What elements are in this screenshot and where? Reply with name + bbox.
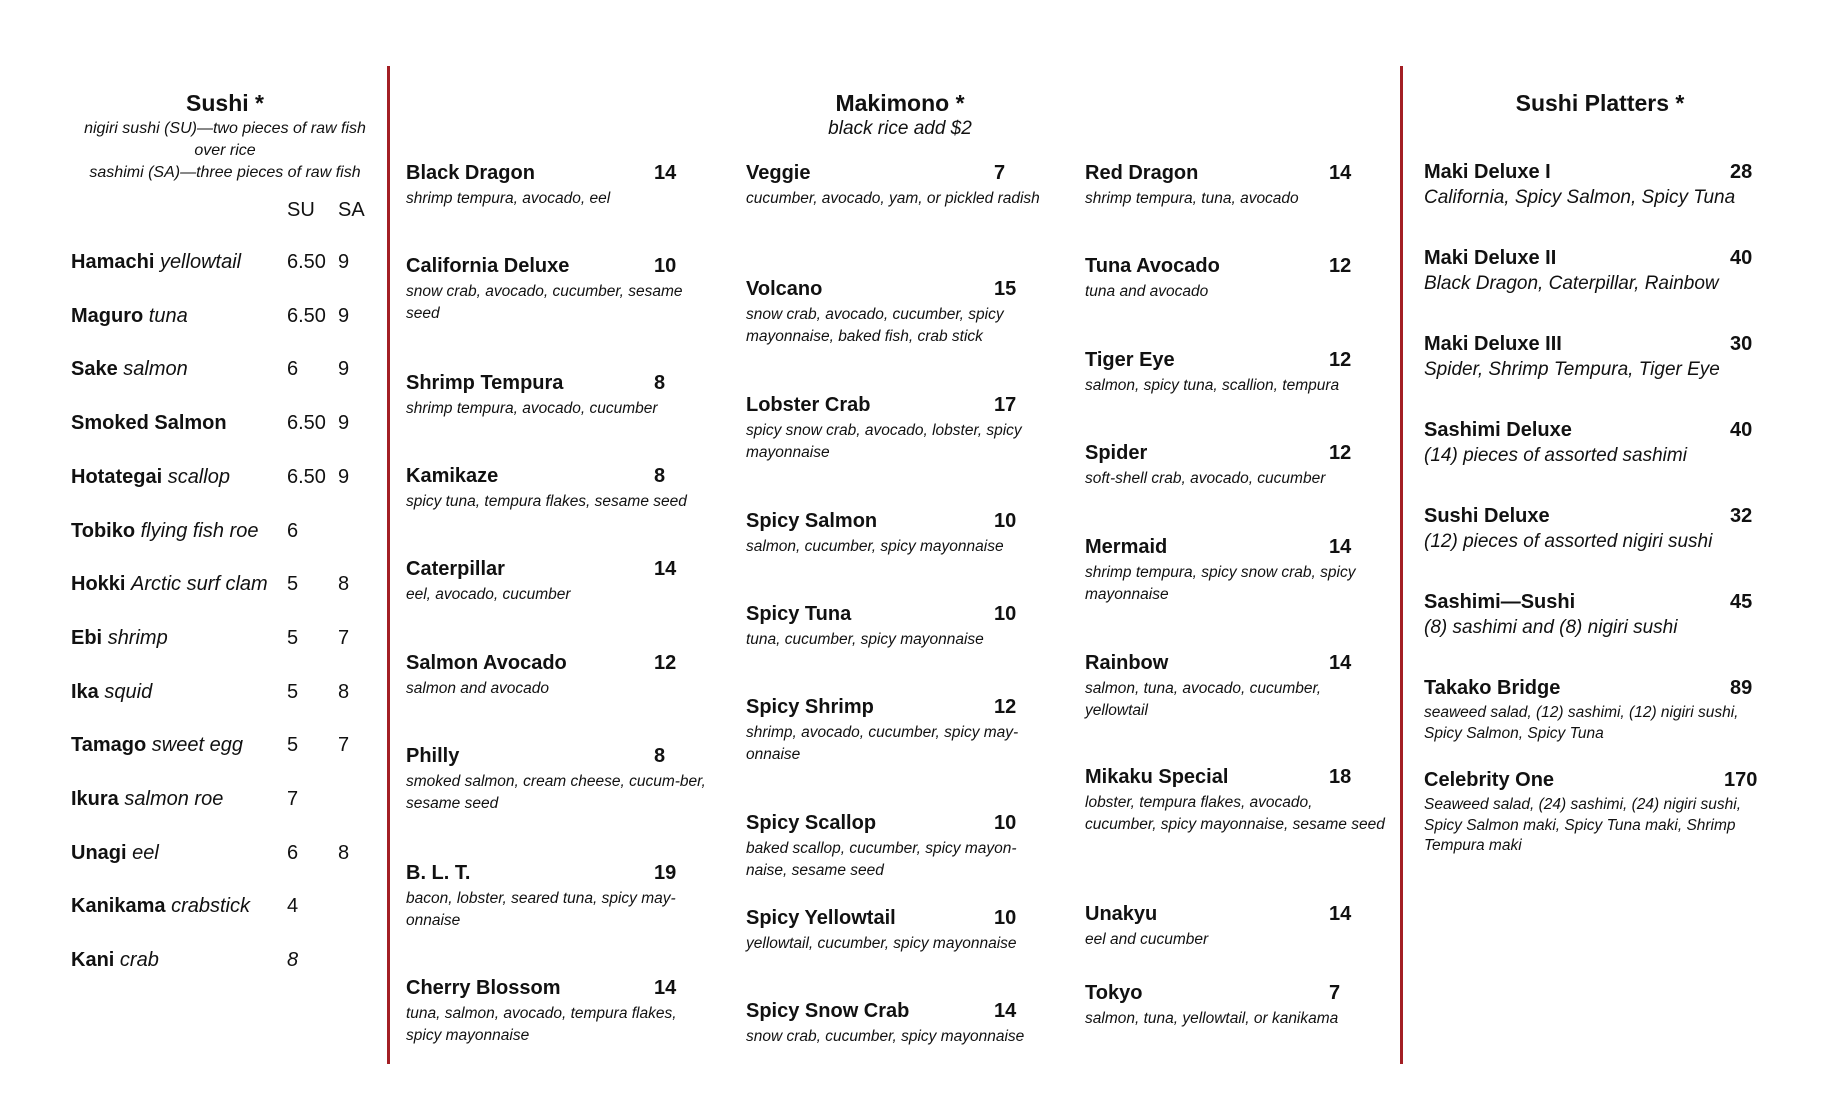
platter-item-price: 40 (1730, 247, 1753, 269)
maki-item-price: 10 (654, 255, 677, 277)
sushi-row (71, 305, 371, 335)
maki-item-name: Kamikaze (406, 465, 499, 487)
maki-item-name: Spicy Salmon (746, 510, 878, 532)
sushi-item-title: Smoked Salmon (71, 412, 227, 435)
maki-item-price: 8 (654, 372, 666, 394)
maki-item-price: 14 (1329, 652, 1352, 674)
sushi-item-name (71, 842, 159, 865)
maki-item-price: 7 (994, 162, 1006, 184)
maki-item-desc: eel, avocado, cucumber (406, 586, 571, 603)
platter-item-name: Maki Deluxe II (1424, 247, 1557, 269)
maki-item-desc: shrimp tempura, tuna, avocado (1085, 190, 1299, 207)
sushi-item-desc: shrimp (107, 626, 168, 649)
maki-item-price: 19 (654, 862, 677, 884)
maki-item (1085, 534, 1385, 605)
maki-item (746, 905, 1046, 955)
sushi-row (71, 895, 371, 925)
maki-item-price: 14 (1329, 903, 1352, 925)
maki-item-desc: shrimp tempura, avocado, eel (406, 190, 611, 207)
maki-item-price: 8 (654, 745, 666, 767)
sushi-subtitle-over-rice: over rice (194, 142, 256, 159)
platter-item (1424, 767, 1764, 857)
maki-item-price: 12 (1329, 349, 1352, 371)
sushi-price-su: 8 (287, 949, 299, 972)
platter-item (1424, 159, 1764, 210)
sushi-item-name (71, 949, 159, 972)
sushi-item-desc: salmon (123, 358, 188, 381)
maki-item-price: 14 (994, 1000, 1017, 1022)
platter-item-price: 28 (1730, 161, 1753, 183)
sushi-item-desc: yellowtail (159, 251, 242, 273)
maki-item-price: 14 (654, 977, 677, 999)
maki-item (746, 276, 1046, 347)
maki-item-desc: salmon, tuna, yellowtail, or kanikama (1085, 1010, 1339, 1027)
platter-item (1424, 331, 1764, 382)
platter-item-price: 45 (1730, 591, 1753, 613)
sushi-item-name (71, 681, 152, 704)
maki-item-price: 14 (654, 558, 677, 580)
sushi-price-su: 6 (287, 841, 299, 864)
platter-item-desc: (14) pieces of assorted sashimi (1424, 445, 1687, 466)
sushi-row (71, 412, 371, 442)
maki-item-name: Caterpillar (406, 558, 505, 580)
maki-item (746, 508, 1046, 558)
sushi-item-name (71, 520, 258, 543)
platter-item-desc: Black Dragon, Caterpillar, Rainbow (1424, 273, 1719, 294)
sushi-price-su: 5 (287, 573, 299, 596)
maki-item (406, 463, 706, 513)
maki-item-desc: salmon and avocado (406, 680, 550, 697)
sushi-price-su: 6 (287, 358, 299, 381)
maki-item-desc: snow crab, cucumber, spicy mayonnaise (746, 1028, 1025, 1045)
sushi-price-sa: 9 (338, 412, 350, 435)
maki-item (1085, 253, 1385, 303)
maki-item-price: 12 (994, 696, 1017, 718)
platter-item-name: Takako Bridge (1424, 677, 1561, 699)
platters-title: Sushi Platters * (1515, 90, 1685, 116)
maki-item-name: Tuna Avocado (1085, 255, 1220, 277)
maki-item-desc: shrimp, avocado, cucumber, spicy may-onnaise (746, 724, 1019, 763)
sushi-price-su: 6.50 (287, 465, 326, 488)
sushi-price-sa: 8 (338, 573, 350, 596)
sushi-item-desc: crabstick (171, 895, 250, 918)
sushi-row (71, 358, 371, 388)
sushi-price-su: 5 (287, 680, 299, 703)
platter-item-name: Celebrity One (1424, 769, 1555, 791)
sushi-item-title: Unagi (71, 841, 127, 864)
platter-item-desc: Seaweed salad, (24) sashimi, (24) nigiri sushi, Spicy Salmon maki, Spicy Tuna maki, Shrimp Tempura maki (1424, 796, 1742, 854)
maki-item-name: Shrimp Tempura (406, 372, 564, 394)
maki-item-desc: smoked salmon, cream cheese, cucum-ber, sesame seed (406, 773, 706, 812)
platter-item-name: Sashimi—Sushi (1424, 591, 1576, 613)
sushi-row (71, 251, 371, 281)
maki-item-price: 10 (994, 812, 1017, 834)
sushi-item-desc: salmon roe (124, 788, 224, 810)
maki-item-name: Spicy Snow Crab (746, 1000, 910, 1022)
maki-item-name: Spider (1085, 442, 1148, 464)
maki-item-desc: snow crab, avocado, cucumber, sesame seed (406, 283, 683, 322)
maki-item-price: 10 (994, 603, 1017, 625)
maki-item-price: 18 (1329, 766, 1352, 788)
sushi-item-title: Sake (71, 358, 118, 381)
sushi-item-name (71, 627, 168, 650)
sushi-price-sa: 9 (338, 465, 350, 488)
sushi-item-title: Kanikama (71, 895, 166, 918)
sushi-price-su: 6.50 (287, 412, 326, 435)
maki-item-desc: snow crab, avocado, cucumber, spicy mayonnaise, baked fish, crab stick (746, 306, 1004, 345)
maki-item-name: Mikaku Special (1085, 766, 1229, 788)
maki-item (746, 601, 1046, 651)
sushi-item-desc: scallop (167, 465, 230, 488)
sushi-item-name (71, 573, 268, 596)
sushi-item-title: Hotategai (71, 465, 163, 488)
platter-item-desc: California, Spicy Salmon, Spicy Tuna (1424, 187, 1736, 208)
maki-item (1085, 440, 1385, 490)
maki-item (1085, 764, 1385, 835)
platter-item-desc: seaweed salad, (12) sashimi, (12) nigiri sushi, Spicy Salmon, Spicy Tuna (1424, 704, 1739, 742)
maki-item-price: 12 (1329, 255, 1352, 277)
maki-item-name: Volcano (746, 278, 823, 300)
maki-item-price: 17 (994, 394, 1017, 416)
maki-item (746, 392, 1046, 463)
sushi-item-desc: eel (132, 841, 159, 864)
sushi-item-name (71, 251, 241, 274)
maki-item-desc: tuna, salmon, avocado, tempura flakes, spicy mayonnaise (406, 1005, 677, 1044)
maki-item-price: 10 (994, 510, 1017, 532)
maki-item (406, 160, 706, 210)
maki-item-name: Philly (406, 745, 460, 767)
platter-item (1424, 245, 1764, 296)
sushi-item-desc: squid (104, 680, 153, 703)
sushi-subtitle-nigiri: nigiri sushi (SU)—two pieces of raw fish (84, 120, 366, 137)
maki-item (406, 975, 706, 1046)
sushi-item-title: Ebi (71, 626, 103, 649)
platter-item-price: 170 (1724, 769, 1758, 791)
maki-item-desc: lobster, tempura flakes, avocado, cucumber, spicy mayonnaise, sesame seed (1085, 794, 1385, 833)
sushi-row (71, 681, 371, 711)
maki-item-price: 14 (1329, 536, 1352, 558)
sushi-price-sa: 7 (338, 734, 350, 757)
maki-item-desc: shrimp tempura, spicy snow crab, spicy mayonnaise (1085, 564, 1356, 603)
sushi-price-su: 6.50 (287, 251, 326, 273)
maki-item-desc: salmon, tuna, avocado, cucumber, yellowtail (1085, 680, 1322, 719)
platter-item-name: Sashimi Deluxe (1424, 419, 1572, 441)
sushi-row (71, 573, 371, 603)
platter-item (1424, 503, 1764, 554)
maki-item (746, 810, 1046, 881)
sushi-price-su: 4 (287, 895, 299, 918)
maki-item-name: Spicy Scallop (746, 812, 877, 834)
maki-item-price: 10 (994, 907, 1017, 929)
sushi-item-desc: Arctic surf clam (131, 573, 268, 596)
platter-item-name: Maki Deluxe I (1424, 161, 1551, 183)
sushi-item-title: Ikura (71, 788, 119, 810)
maki-item-desc: cucumber, avocado, yam, or pickled radish (746, 190, 1040, 207)
sushi-price-su: 5 (287, 626, 299, 649)
column-header-su: SU (287, 199, 315, 221)
maki-item-name: B. L. T. (406, 862, 471, 884)
maki-item-price: 7 (1329, 982, 1341, 1004)
maki-item-desc: tuna, cucumber, spicy mayonnaise (746, 631, 984, 648)
sushi-item-title: Kani (71, 949, 115, 972)
column-header-sa: SA (338, 199, 365, 221)
sushi-title: Sushi * (186, 90, 264, 116)
divider-right (1400, 66, 1403, 1064)
maki-item (406, 860, 706, 931)
sushi-item-title: Tamago (71, 734, 147, 757)
maki-item-name: Mermaid (1085, 536, 1168, 558)
sushi-price-su: 6 (287, 519, 299, 542)
sushi-row (71, 627, 371, 657)
sushi-item-title: Hamachi (71, 251, 155, 273)
sushi-price-sa: 9 (338, 251, 350, 273)
maki-item-name: Spicy Tuna (746, 603, 852, 625)
sushi-subtitle-sashimi: sashimi (SA)—three pieces of raw fish (89, 164, 361, 181)
sushi-item-desc: tuna (148, 304, 188, 327)
sushi-row (71, 734, 371, 764)
maki-item-name: Rainbow (1085, 652, 1169, 674)
sushi-item-name (71, 358, 188, 381)
maki-item-name: California Deluxe (406, 255, 570, 277)
maki-item-name: Red Dragon (1085, 162, 1199, 184)
maki-item-price: 8 (654, 465, 666, 487)
sushi-item-name (71, 734, 243, 757)
sushi-price-sa: 8 (338, 680, 350, 703)
sushi-price-su: 5 (287, 734, 299, 757)
maki-item-price: 14 (654, 162, 677, 184)
sushi-price-sa: 8 (338, 841, 350, 864)
platter-item-price: 40 (1730, 419, 1753, 441)
platter-item (1424, 589, 1764, 640)
platter-item-name: Sushi Deluxe (1424, 505, 1550, 527)
sushi-row (71, 842, 371, 872)
maki-item-name: Salmon Avocado (406, 652, 567, 674)
platter-item (1424, 417, 1764, 468)
maki-item (406, 253, 706, 324)
sushi-row (71, 788, 371, 818)
maki-item-desc: spicy tuna, tempura flakes, sesame seed (406, 493, 687, 510)
sushi-price-su: 6.50 (287, 304, 326, 327)
platter-item-price: 30 (1730, 333, 1753, 355)
maki-item-desc: spicy snow crab, avocado, lobster, spicy mayonnaise (746, 422, 1022, 461)
maki-item (406, 743, 706, 814)
maki-item-name: Unakyu (1085, 903, 1158, 925)
platter-item-name: Maki Deluxe III (1424, 333, 1562, 355)
maki-item-desc: shrimp tempura, avocado, cucumber (406, 400, 658, 417)
divider-left (387, 66, 390, 1064)
maki-item-desc: baked scallop, cucumber, spicy mayon-naise, sesame seed (746, 840, 1017, 879)
sushi-item-desc: flying fish roe (140, 519, 259, 542)
sushi-row (71, 520, 371, 550)
sushi-item-name (71, 305, 188, 328)
makimono-title: Makimono * (835, 90, 965, 116)
sushi-item-title: Tobiko (71, 519, 136, 542)
platter-item (1424, 675, 1764, 744)
maki-item-price: 15 (994, 278, 1017, 300)
maki-item (406, 370, 706, 420)
sushi-price-su: 7 (287, 788, 299, 810)
maki-item-desc: eel and cucumber (1085, 931, 1209, 948)
maki-item (1085, 980, 1385, 1030)
maki-item (406, 556, 706, 606)
platter-item-desc: (8) sashimi and (8) nigiri sushi (1424, 617, 1678, 638)
sushi-item-title: Hokki (71, 573, 126, 596)
maki-item-desc: yellowtail, cucumber, spicy mayonnaise (746, 935, 1017, 952)
platter-item-desc: Spider, Shrimp Tempura, Tiger Eye (1424, 359, 1720, 380)
maki-item (1085, 901, 1385, 951)
maki-item-name: Cherry Blossom (406, 977, 561, 999)
sushi-item-name (71, 788, 223, 811)
maki-item (1085, 160, 1385, 210)
sushi-row (71, 949, 371, 979)
sushi-item-desc: crab (119, 949, 159, 972)
platter-item-price: 89 (1730, 677, 1753, 699)
maki-item (1085, 347, 1385, 397)
maki-item (746, 694, 1046, 765)
sushi-row (71, 466, 371, 496)
maki-item-name: Black Dragon (406, 162, 535, 184)
maki-item-name: Spicy Yellowtail (746, 907, 896, 929)
sushi-price-sa: 7 (338, 626, 350, 649)
sushi-item-title: Maguro (71, 304, 144, 327)
maki-item-desc: bacon, lobster, seared tuna, spicy may-onnaise (406, 890, 676, 929)
maki-item (1085, 650, 1385, 721)
platter-item-price: 32 (1730, 505, 1753, 527)
maki-item-name: Spicy Shrimp (746, 696, 874, 718)
platter-item-desc: (12) pieces of assorted nigiri sushi (1424, 531, 1713, 552)
maki-item-name: Veggie (746, 162, 811, 184)
maki-item-price: 12 (1329, 442, 1352, 464)
sushi-item-desc: sweet egg (151, 734, 243, 757)
makimono-subtitle: black rice add $2 (828, 118, 972, 139)
sushi-item-title: Ika (71, 680, 99, 703)
maki-item-desc: salmon, cucumber, spicy mayonnaise (746, 538, 1004, 555)
maki-item-desc: soft-shell crab, avocado, cucumber (1085, 470, 1326, 487)
maki-item-name: Lobster Crab (746, 394, 871, 416)
maki-item-price: 12 (654, 652, 677, 674)
maki-item-desc: tuna and avocado (1085, 283, 1209, 300)
maki-item-desc: salmon, spicy tuna, scallion, tempura (1085, 377, 1340, 394)
maki-item-name: Tiger Eye (1085, 349, 1175, 371)
sushi-item-name (71, 412, 227, 435)
sushi-price-sa: 9 (338, 358, 350, 381)
maki-item (406, 650, 706, 700)
sushi-item-name (71, 895, 250, 918)
maki-item-price: 14 (1329, 162, 1352, 184)
maki-item-name: Tokyo (1085, 982, 1143, 1004)
maki-item (746, 998, 1046, 1048)
maki-item (746, 160, 1046, 210)
sushi-price-sa: 9 (338, 304, 350, 327)
sushi-item-name (71, 466, 230, 489)
